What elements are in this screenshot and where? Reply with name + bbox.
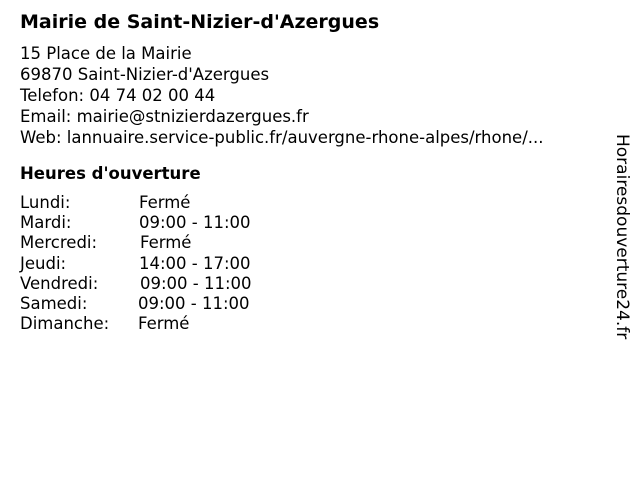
web-line[interactable]: Web: lannuaire.service-public.fr/auvergne-rhone-alpes/rhone/... <box>20 128 544 147</box>
day-hours: 14:00 - 17:00 <box>139 253 251 273</box>
day-hours: 09:00 - 11:00 <box>140 273 252 293</box>
day-label: Vendredi: <box>20 273 99 293</box>
street-address: 15 Place de la Mairie <box>20 44 192 63</box>
day-hours: Fermé <box>140 233 192 253</box>
address-block <box>20 43 544 148</box>
city-address: 69870 Saint-Nizier-d'Azergues <box>20 65 270 84</box>
hours-heading: Heures d'ouverture <box>20 164 201 183</box>
day-label: Lundi: <box>20 193 71 212</box>
phone-line[interactable]: Telefon: 04 74 02 00 44 <box>20 86 216 105</box>
site-watermark: Horairesdouverture24.fr <box>612 134 632 340</box>
email-line[interactable]: Email: mairie@stnizierdazergues.fr <box>20 107 309 126</box>
day-hours: 09:00 - 11:00 <box>138 293 250 313</box>
day-hours: 09:00 - 11:00 <box>139 213 251 233</box>
day-label: Jeudi: <box>20 253 67 273</box>
day-label: Mercredi: <box>20 233 98 253</box>
page-title: Mairie de Saint-Nizier-d'Azergues <box>20 11 380 33</box>
day-hours: Fermé <box>139 193 191 212</box>
day-label: Mardi: <box>20 213 72 233</box>
day-label: Samedi: <box>20 293 88 313</box>
day-label: Dimanche: <box>20 314 110 334</box>
day-hours: Fermé <box>138 314 190 334</box>
